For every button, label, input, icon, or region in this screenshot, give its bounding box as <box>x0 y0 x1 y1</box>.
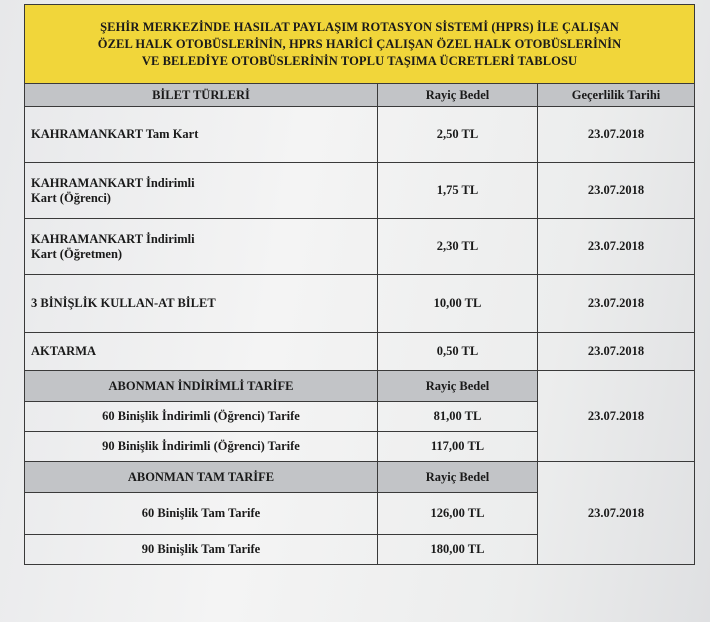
tariff-name: 90 Binişlik Tam Tarife <box>25 535 378 565</box>
ticket-name: 3 BİNİŞLİK KULLAN-AT BİLET <box>25 275 378 333</box>
ticket-row <box>25 107 695 163</box>
ticket-price: 0,50 TL <box>378 333 538 371</box>
tariff-price: 117,00 TL <box>378 432 538 462</box>
title-line-2: ÖZEL HALK OTOBÜSLERİNİN, HPRS HARİCİ ÇALIŞAN ÖZEL HALK OTOBÜSLERİNİN <box>97 36 622 51</box>
header-validity-date: Geçerlilik Tarihi <box>538 84 695 107</box>
ticket-row <box>25 163 695 219</box>
tariff-price: 81,00 TL <box>378 402 538 432</box>
ticket-row <box>25 333 695 371</box>
ticket-row <box>25 275 695 333</box>
ticket-name: KAHRAMANKART İndirimli Kart (Öğretmen) <box>25 219 378 275</box>
ticket-date: 23.07.2018 <box>538 333 695 371</box>
ticket-price: 2,50 TL <box>378 107 538 163</box>
full-tariff-title: ABONMAN TAM TARİFE <box>25 462 378 493</box>
title-line-1: ŞEHİR MERKEZİNDE HASILAT PAYLAŞIM ROTASYON SİSTEMİ (HPRS) İLE ÇALIŞAN <box>100 19 619 34</box>
table-title <box>25 5 695 84</box>
tariff-price: 180,00 TL <box>378 535 538 565</box>
ticket-price: 1,75 TL <box>378 163 538 219</box>
discount-tariff-title: ABONMAN İNDİRİMLİ TARİFE <box>25 371 378 402</box>
ticket-date: 23.07.2018 <box>538 107 695 163</box>
tariff-name: 60 Binişlik İndirimli (Öğrenci) Tarife <box>25 402 378 432</box>
ticket-price: 2,30 TL <box>378 219 538 275</box>
ticket-name: KAHRAMANKART İndirimli Kart (Öğrenci) <box>25 163 378 219</box>
header-ticket-types: BİLET TÜRLERİ <box>25 84 378 107</box>
full-tariff-price-header: Rayiç Bedel <box>378 462 538 493</box>
fare-table <box>24 4 695 565</box>
ticket-date: 23.07.2018 <box>538 163 695 219</box>
discount-tariff-date: 23.07.2018 <box>538 371 695 462</box>
tariff-name: 90 Binişlik İndirimli (Öğrenci) Tarife <box>25 432 378 462</box>
tariff-price: 126,00 TL <box>378 493 538 535</box>
title-line-3: VE BELEDİYE OTOBÜSLERİNİN TOPLU TAŞIMA ÜCRETLERİ TABLOSU <box>141 53 578 68</box>
discount-tariff-price-header: Rayiç Bedel <box>378 371 538 402</box>
ticket-date: 23.07.2018 <box>538 219 695 275</box>
tariff-name: 60 Binişlik Tam Tarife <box>25 493 378 535</box>
header-price: Rayiç Bedel <box>378 84 538 107</box>
ticket-row <box>25 219 695 275</box>
ticket-date: 23.07.2018 <box>538 275 695 333</box>
full-tariff-date: 23.07.2018 <box>538 462 695 565</box>
ticket-price: 10,00 TL <box>378 275 538 333</box>
ticket-name: KAHRAMANKART Tam Kart <box>25 107 378 163</box>
ticket-name: AKTARMA <box>25 333 378 371</box>
